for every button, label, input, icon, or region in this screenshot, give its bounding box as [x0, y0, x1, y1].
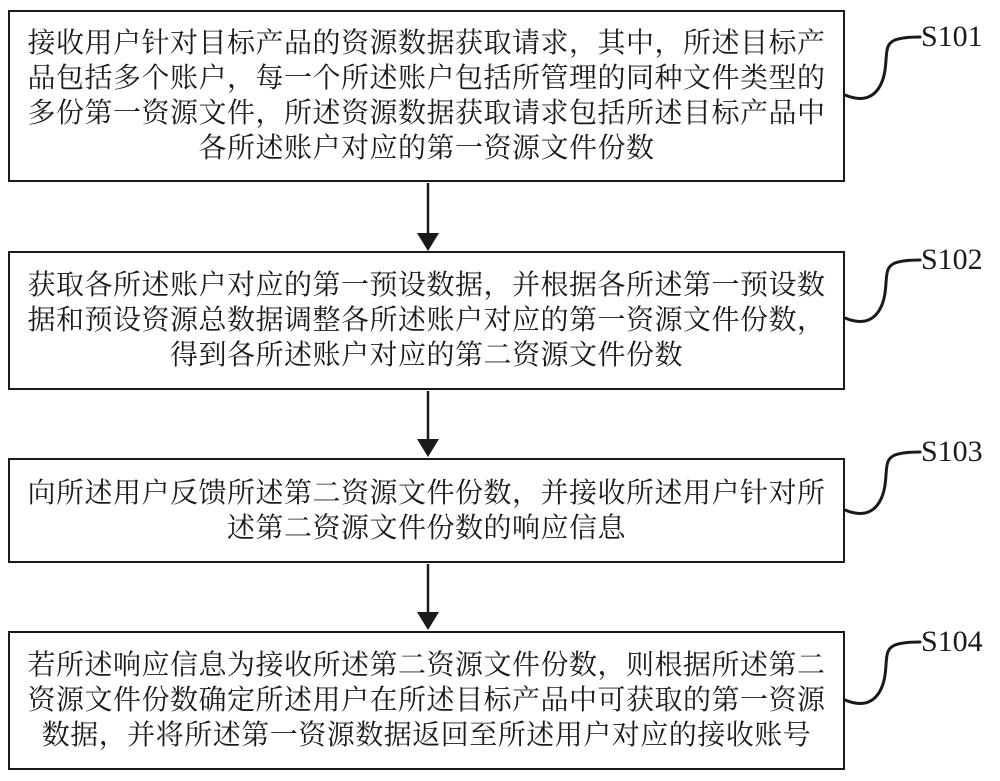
- step-s103-text-line: 向所述用户反馈所述第二资源文件份数，并接收所述用户针对所: [27, 477, 826, 509]
- step-label-s101: S101: [921, 20, 983, 53]
- step-s102-text-line: 得到各所述账户对应的第二资源文件份数: [169, 340, 683, 371]
- step-label-s104: S104: [921, 625, 983, 658]
- step-s102-text-line: 据和预设资源总数据调整各所述账户对应的第一资源文件份数，: [27, 305, 826, 336]
- step-s101-text-line: 各所述账户对应的第一资源文件份数: [198, 133, 655, 164]
- step-box-s101: [8, 10, 845, 182]
- step-box-s103: [8, 458, 845, 563]
- step-box-s102: [8, 251, 845, 390]
- step-s104-text-line: 数据，并将所述第一资源数据返回至所述用户对应的接收账号: [41, 720, 812, 751]
- flow-arrow-1: [417, 183, 439, 251]
- leader-curve-s104: [845, 642, 920, 703]
- step-s101-text-line: 接收用户针对目标产品的资源数据获取请求，其中，所述目标产: [27, 28, 826, 59]
- step-s102-text-line: 获取各所述账户对应的第一预设数据，并根据各所述第一预设数: [27, 270, 826, 301]
- step-label-s103: S103: [921, 435, 983, 468]
- step-box-s104: [8, 631, 845, 770]
- leader-curve-s103: [845, 452, 920, 513]
- flow-arrow-2: [417, 391, 439, 457]
- flow-arrow-3: [417, 564, 439, 630]
- step-s101-text-line: 品包括多个账户，每一个所述账户包括所管理的同种文件类型的: [27, 63, 826, 94]
- step-s101-text-line: 多份第一资源文件，所述资源数据获取请求包括所述目标产品中: [27, 98, 826, 129]
- leader-curve-s101: [845, 37, 920, 98]
- step-s104-text-line: 资源文件份数确定所述用户在所述目标产品中可获取的第一资源: [27, 685, 826, 716]
- leader-curve-s102: [845, 260, 920, 321]
- step-s104-text-line: 若所述响应信息为接收所述第二资源文件份数，则根据所述第二: [27, 650, 826, 681]
- step-label-s102: S102: [921, 243, 983, 276]
- step-s103-text-line: 述第二资源文件份数的响应信息: [226, 512, 626, 544]
